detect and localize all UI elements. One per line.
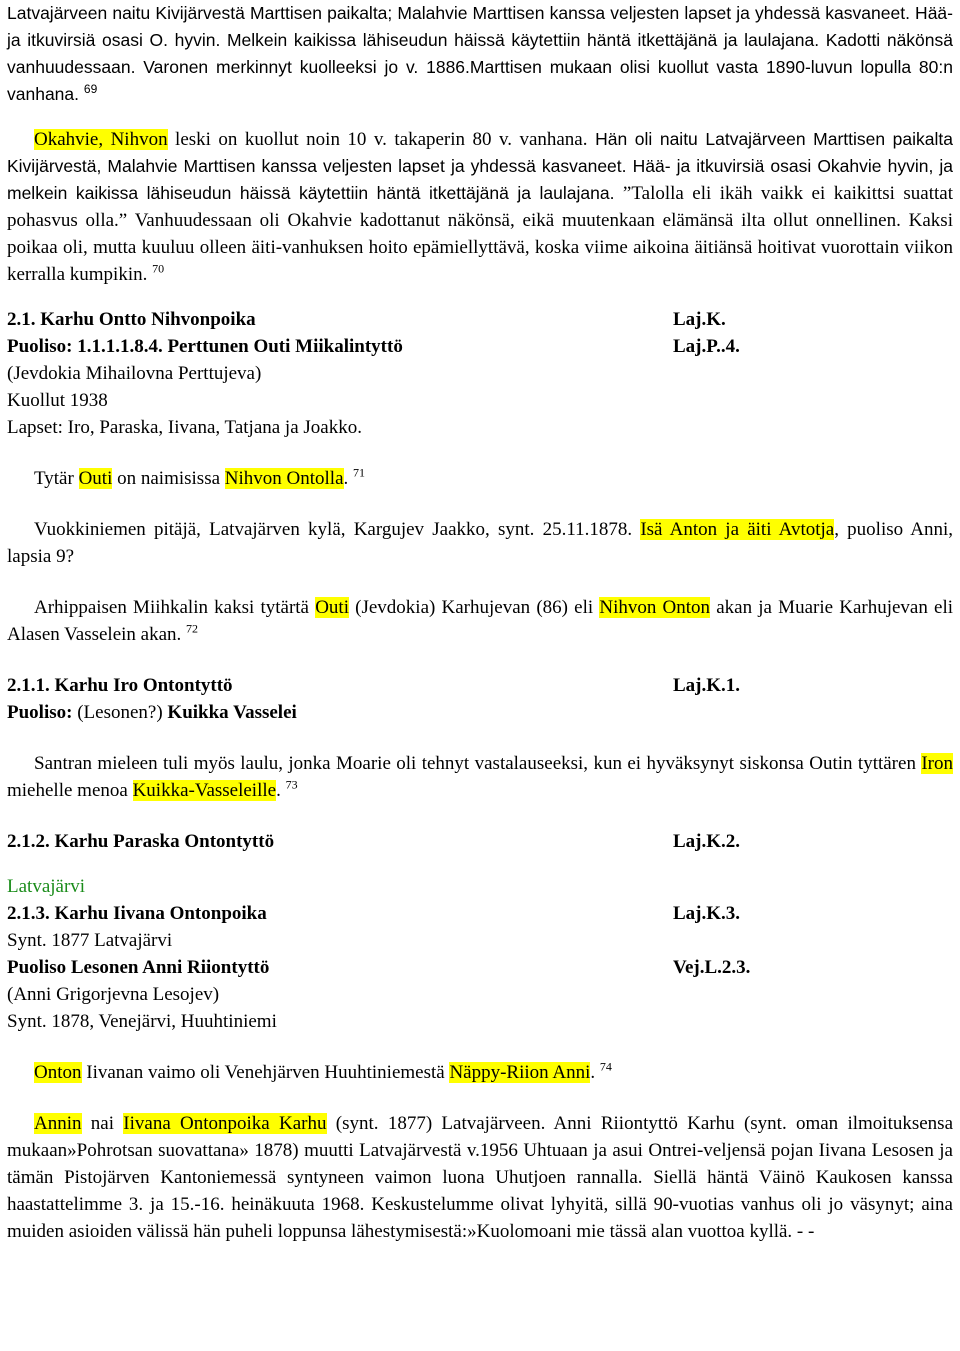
highlight: Outi (315, 597, 349, 618)
entry-2-1-3-spouse-born: Synt. 1878, Venejärvi, Huuhtiniemi (7, 1011, 277, 1032)
intro-paragraph (7, 0, 953, 108)
footnote-ref: 70 (152, 261, 165, 276)
entry-2-1-2-title: 2.1.2. Karhu Paraska Ontontyttö Laj.K.2. (7, 831, 741, 852)
entry-2-1-title: 2.1. Karhu Ontto Nihvonpoika Laj.K. (7, 309, 726, 330)
entry-2-1-1-title: 2.1.1. Karhu Iro Ontontyttö Laj.K.1. (7, 675, 741, 696)
onton-paragraph: Onton Iivanan vaimo oli Venehjärven Huuhtiniemestä Näppy-Riion Anni. $^{74}$ (34, 1059, 612, 1083)
entry-2-1-3-title: 2.1.3. Karhu Iivana Ontonpoika Laj.K.3. (7, 903, 741, 924)
entry-2-1-3-born: Synt. 1877 Latvajärvi (7, 930, 173, 951)
highlight: Isä Anton ja äiti Avtotja (640, 519, 835, 540)
santra-paragraph: Santran mieleen tuli myös laulu, jonka Moarie oli tehnyt vastalauseeksi, kun ei hyväksynyt siskonsa Outin tyttären Iron miehelle menoa Kuikka-Vasseleille. $^{73}$ (7, 753, 953, 801)
place-heading: Latvajärvi (7, 876, 86, 897)
intro-text: Latvajärveen naitu Kivijärvestä Marttisen paikalta; Malahvie Marttisen kanssa veljesten lapset ja yhdessä kasvaneet. Hää- ja itkuvirsiä osasi O. hyvin. Melkein kaikissa lähiseudun häissä käytettiin häntä itkettäjänä ja laulajana. Kadotti näkönsä vanhuudessaan. Varonen merkinnyt kuolleeksi jo v. 1886. (7, 3, 953, 77)
intro-text-2: Marttisen mukaan olisi kuollut vasta 1890-luvun lopulla 80:n vanhana. (7, 57, 953, 104)
entry-2-1-3-alias: (Anni Grigorjevna Lesojev) (7, 984, 220, 1005)
footnote-ref: 72 (186, 621, 199, 636)
entry-2-1-died: Kuollut 1938 (7, 390, 108, 411)
entry-2-1-spouse: Puoliso: 1.1.1.1.8.4. Perttunen Outi Miikalintyttö Laj.P..4. (7, 336, 740, 357)
highlight: Iivana Ontonpoika Karhu (123, 1113, 327, 1134)
highlight: Onton (34, 1062, 82, 1083)
daughter-paragraph: Tytär Outi on naimisissa Nihvon Ontolla. $^{71}$ (34, 465, 366, 489)
vuokkiniemi-paragraph: Vuokkiniemen pitäjä, Latvajärven kylä, Kargujev Jaakko, synt. 25.11.1878. Isä Anton ja äiti Avtotja, puoliso Anni, lapsia 9? (7, 519, 954, 567)
entry-2-1-children: Lapset: Iro, Paraska, Iivana, Tatjana ja Joakko. (7, 417, 362, 438)
highlight: Näppy-Riion Anni (449, 1062, 591, 1083)
highlight: Okahvie, Nihvon (34, 129, 168, 150)
entry-2-1-3-spouse: Puoliso Lesonen Anni Riiontyttö Vej.L.2.3. (7, 957, 751, 978)
highlight: Nihvon Onton (599, 597, 711, 618)
highlight: Annin (34, 1113, 82, 1134)
highlight: Kuikka-Vasseleille (132, 780, 277, 801)
footnote-ref: 69 (83, 82, 98, 97)
entry-2-1-1-spouse: Puoliso: (Lesonen?) Kuikka Vasselei (7, 702, 297, 723)
highlight: Outi (78, 468, 113, 489)
footnote-ref: 74 (599, 1059, 612, 1074)
okahvie-paragraph: Okahvie, Nihvon leski on kuollut noin 10 v. takaperin 80 v. vanhana. Hän oli naitu Latvajärveen Marttisen paikalta Kivijärvestä, Malahvie Marttisen kanssa veljesten lapset ja yhdessä kasvaneet. Hää- ja itkuvirsiä osasi Okahvie hyvin, ja melkein kaikissa lähiseudun häissä käytettiin häntä itkettäjänä ja laulajana. ”Talolla eli ikäh vaikk ei kaikittsi suattat pohasvus olla.” Vanhuudessaan oli Okahvie kadottanut näkönsä, eikä muutenkaan elämänsä ilta ollut onnellinen. Kaksi poikaa oli, mutta kuuluu olleen äiti-vanhuksen hoito epämiellyttävä, koska viime aikoina äitiänsä hoitivat vuorottain viikon kerralla kumpikin. $^{70}$ (7, 129, 954, 285)
highlight: Iron (921, 753, 953, 774)
highlight: Nihvon Ontolla (224, 468, 344, 489)
entry-2-1-alias: (Jevdokia Mihailovna Perttujeva) (7, 363, 262, 384)
annin-paragraph: Annin nai Iivana Ontonpoika Karhu (synt. 1877) Latvajärveen. Anni Riiontyttö Karhu (synt. oman ilmoituksensa mukaan»Pohrotsan suovattana» 1878) muutti Latvajärvestä v.1956 Uhtuaan ja asui Ontrei-veljensä pojan Iivana Lesosen ja tämän Pistojärven Kantoniemessä syntyneen vaimon luona Uhutjoen rannalla. Siellä häntä Väinö Kaukosen kanssa haastattelimme 3. ja 15.-16. heinäkuuta 1968. Keskustelumme olivat lyhyitä, sillä 90-vuotias vanhus oli jo väsynyt; aina muiden asioiden välissä hän puheli loppunsa lähestymisestä:»Kuolomoani mie tässä alan vuottoa kyllä. - - (7, 1113, 954, 1242)
arhippainen-paragraph: Arhippaisen Miihkalin kaksi tytärtä Outi (Jevdokia) Karhujevan (86) eli Nihvon Onton akan ja Muarie Karhujevan eli Alasen Vasselein akan. $^{72}$ (7, 597, 954, 645)
footnote-ref: 73 (285, 777, 298, 792)
footnote-ref: 71 (353, 465, 366, 480)
